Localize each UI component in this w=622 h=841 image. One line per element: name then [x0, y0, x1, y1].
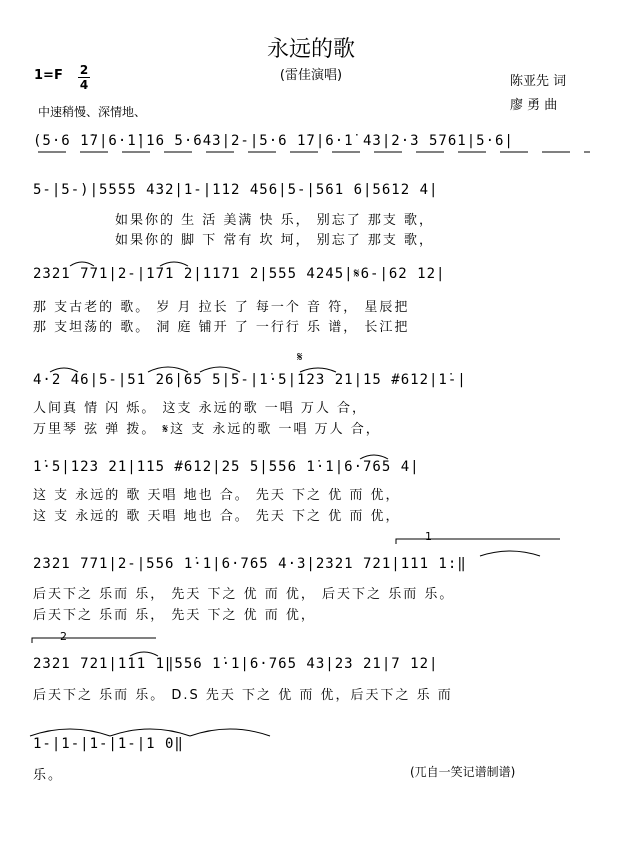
lyric-row-7: 后天下之 乐而 乐。 D.S 先天 下之 优 而 优，后天下之 乐 而 — [33, 688, 453, 703]
lyric-row-5-verse-2: 这 支 永远的 歌 天唱 地也 合。 先天 下之 优 而 优， — [33, 509, 401, 524]
notation-row-5: 1̇·5|123 21|115 #612|25 5|556 1̇·1|6·765 4| — [33, 459, 420, 475]
notation-row-3: 2321 771|2-|171 2|1171 2|555 4245|𝄋6-|62 12| — [33, 266, 446, 282]
lyric-row-2-verse-1: 如果你的 生 活 美满 快 乐， 别忘了 那支 歌， — [115, 213, 435, 228]
lyric-row-2-verse-2: 如果你的 脚 下 常有 坎 坷， 别忘了 那支 歌， — [115, 233, 435, 248]
notation-row-7: 2321 721|111 1‖556 1̇·1|6·765 43|23 21|7 12| — [33, 656, 439, 672]
song-title: 永远的歌 — [266, 37, 355, 62]
volta-2-label: 2 — [60, 630, 67, 643]
lyric-row-4-verse-2: 万里琴 弦 弹 拨。 𝄋这 支 永远的歌 一唱 万人 合， — [33, 422, 381, 437]
notation-row-6: 2321 771|2-|556 1̇·1|6·765 4·3|2321 721|111 1:‖ — [33, 556, 467, 572]
composer-credit: 廖 勇 曲 — [510, 98, 558, 113]
transcriber-credit: (兀自一笑记谱制谱) — [410, 765, 516, 779]
key-signature: 1=F — [34, 68, 63, 83]
song-subtitle: (雷佳演唱) — [279, 68, 343, 83]
notation-row-4: 4·2 46|5-|51 26|65 5|5-|1̇·5|123 21|15 #612|1̇-| — [33, 372, 467, 388]
lyric-row-8: 乐。 — [33, 768, 64, 783]
lyric-row-5-verse-1: 这 支 永远的 歌 天唱 地也 合。 先天 下之 优 而 优， — [33, 488, 401, 503]
lyric-row-4-verse-1: 人间真 情 闪 烁。 这支 永远的歌 一唱 万人 合， — [33, 401, 368, 416]
lyric-row-3-verse-2: 那 支坦荡的 歌。 洞 庭 铺开 了 一行行 乐 谱， 长江把 — [33, 320, 410, 335]
lyric-row-6-verse-1: 后天下之 乐而 乐， 先天 下之 优 而 优， 后天下之 乐而 乐。 — [33, 587, 455, 602]
lyricist-credit: 陈亚先 词 — [510, 74, 567, 89]
time-signature-top: 2 — [79, 63, 89, 77]
lyric-row-3-verse-1: 那 支古老的 歌。 岁 月 拉长 了 每一个 音 符， 星辰把 — [33, 300, 410, 315]
notation-row-8: 1-|1-|1-|1-|1 0‖ — [33, 736, 184, 752]
lyric-row-6-verse-2: 后天下之 乐而 乐， 先天 下之 优 而 优， — [33, 608, 316, 623]
time-signature-bottom: 4 — [79, 78, 89, 92]
tempo-marking: 中速稍慢、深情地、 — [38, 105, 147, 119]
svg-text:𝄋: 𝄋 — [297, 350, 303, 365]
volta-1-label: 1 — [425, 530, 432, 543]
notation-row-2: 5-|5-)|5555 432|1-|112 456|5-|561 6|5612 4| — [33, 182, 439, 198]
notation-row-1: (5·6 1̇7|6·1̇|16 5·643|2-|5·6 1̇7|6·1̇ 43|2·3 5761|5·6| — [33, 133, 514, 149]
